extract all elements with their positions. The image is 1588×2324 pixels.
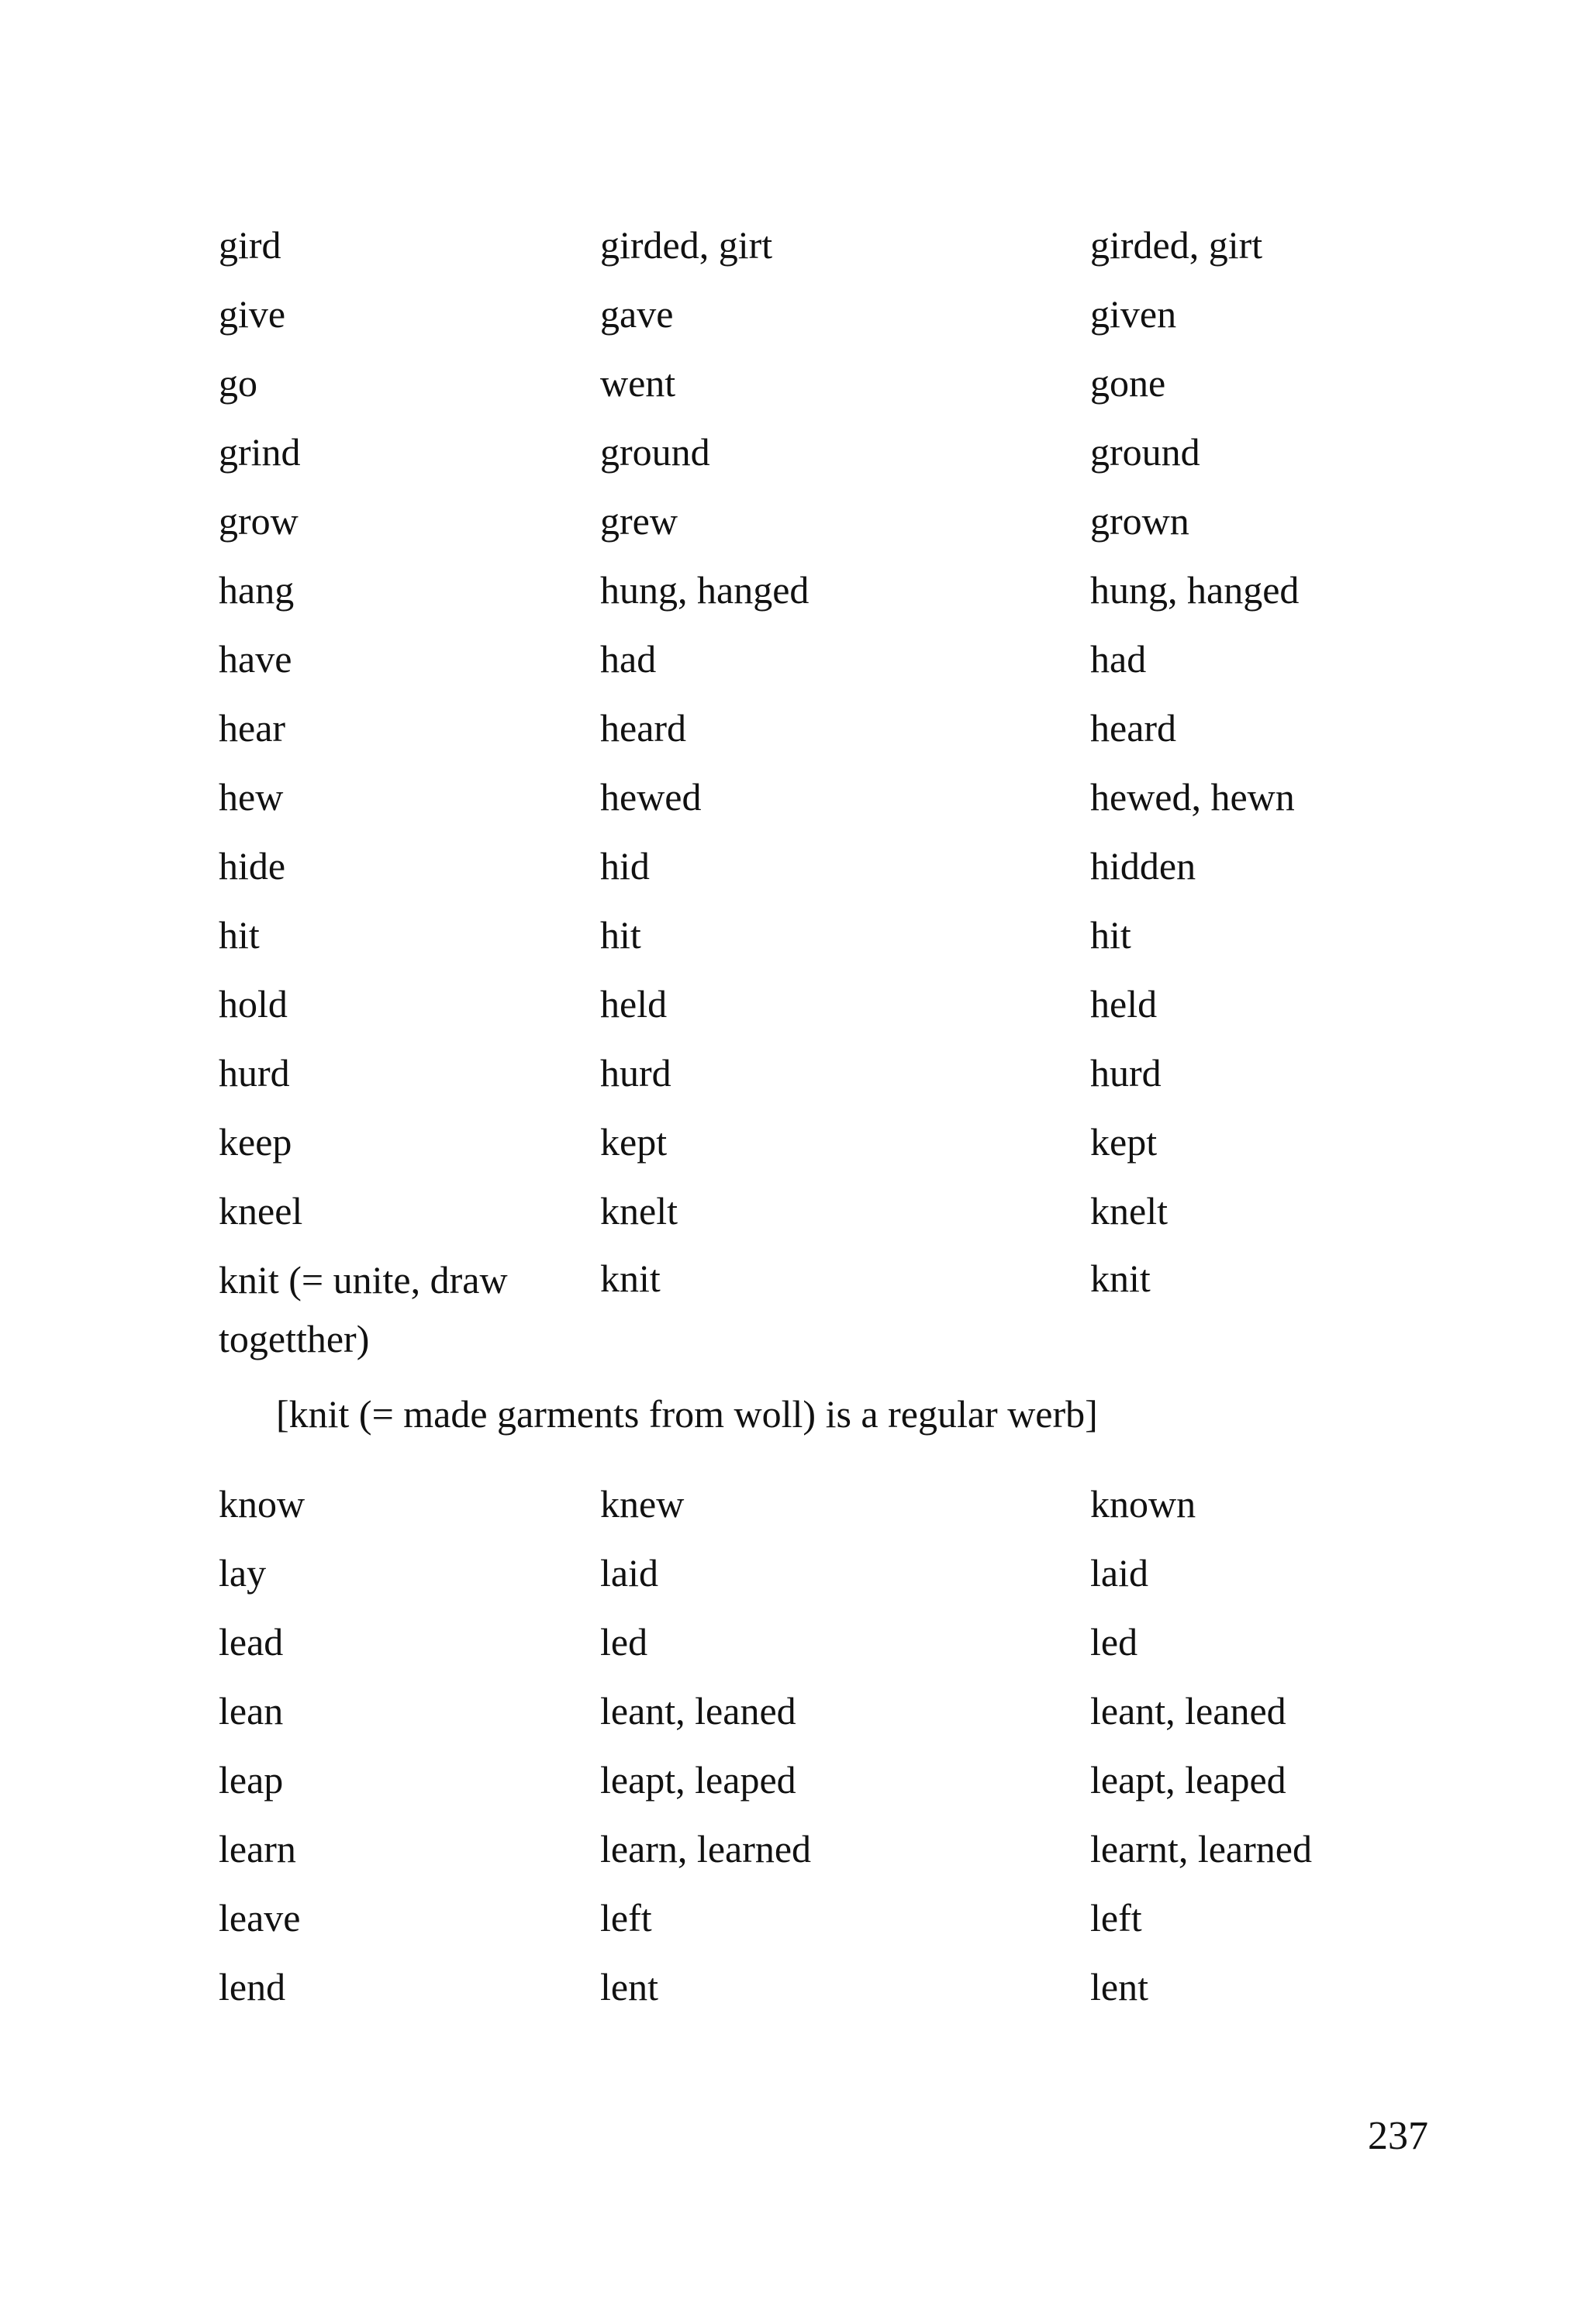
table-row xyxy=(219,349,1428,418)
past-form: hit xyxy=(600,913,641,957)
base-form: kneel xyxy=(219,1189,303,1233)
base-form: keep xyxy=(219,1120,292,1164)
table-row xyxy=(219,556,1428,625)
past-form: lent xyxy=(600,1965,658,2009)
base-form: learn xyxy=(219,1827,296,1871)
base-form: lead xyxy=(219,1620,284,1664)
table-row xyxy=(219,694,1428,763)
table-row xyxy=(219,1608,1428,1677)
base-form: gird xyxy=(219,223,281,267)
participle-form: leapt, leaped xyxy=(1090,1758,1286,1802)
past-form: knit xyxy=(600,1257,661,1300)
base-form: hide xyxy=(219,844,286,888)
base-form: know xyxy=(219,1482,306,1526)
table-row xyxy=(219,211,1428,280)
participle-form: ground xyxy=(1090,430,1200,474)
table-row xyxy=(219,1953,1428,2022)
participle-form: grown xyxy=(1090,499,1189,543)
participle-form: knelt xyxy=(1090,1189,1168,1233)
table-row-knit xyxy=(219,1246,1428,1370)
past-form: grew xyxy=(600,499,678,543)
table-row xyxy=(219,280,1428,349)
table-row xyxy=(219,1884,1428,1953)
participle-form: had xyxy=(1090,637,1147,681)
past-form: laid xyxy=(600,1551,658,1595)
past-form: hewed xyxy=(600,775,702,819)
base-form: leap xyxy=(219,1758,284,1802)
table-row xyxy=(219,1539,1428,1608)
base-form: hold xyxy=(219,982,288,1026)
participle-form: hewed, hewn xyxy=(1090,775,1295,819)
participle-form: gone xyxy=(1090,361,1166,405)
table-row xyxy=(219,1677,1428,1746)
past-form: kept xyxy=(600,1120,668,1164)
participle-form: girded, girt xyxy=(1090,223,1263,267)
participle-form: leant, leaned xyxy=(1090,1689,1286,1733)
past-form: held xyxy=(600,982,668,1026)
table-row xyxy=(219,901,1428,970)
participle-form: lent xyxy=(1090,1965,1148,2009)
table-row xyxy=(219,1039,1428,1108)
base-form: leave xyxy=(219,1896,301,1940)
table-row xyxy=(219,970,1428,1039)
past-form: heard xyxy=(600,706,687,750)
past-form: knew xyxy=(600,1482,685,1526)
base-form: hew xyxy=(219,775,284,819)
participle-form: laid xyxy=(1090,1551,1148,1595)
table-row xyxy=(219,1746,1428,1815)
base-form: lay xyxy=(219,1551,267,1595)
participle-form: kept xyxy=(1090,1120,1158,1164)
page-number: 237 xyxy=(1368,2114,1428,2158)
participle-form: knit xyxy=(1090,1257,1151,1300)
past-form: had xyxy=(600,637,657,681)
table-row xyxy=(219,832,1428,901)
past-form: hurd xyxy=(600,1051,671,1095)
table-row xyxy=(219,487,1428,556)
base-form: give xyxy=(219,292,286,336)
past-form: leant, leaned xyxy=(600,1689,796,1733)
base-form: hit xyxy=(219,913,260,957)
table-row xyxy=(219,625,1428,694)
verb-table-upper xyxy=(219,211,1428,1370)
table-row xyxy=(219,418,1428,487)
past-form: girded, girt xyxy=(600,223,773,267)
base-form: go xyxy=(219,361,257,405)
participle-form: held xyxy=(1090,982,1158,1026)
table-row xyxy=(219,763,1428,832)
participle-form: known xyxy=(1090,1482,1196,1526)
base-form: grow xyxy=(219,499,299,543)
base-form: lend xyxy=(219,1965,286,2009)
table-row xyxy=(219,1177,1428,1246)
participle-form: hit xyxy=(1090,913,1131,957)
participle-form: given xyxy=(1090,292,1177,336)
past-form: knelt xyxy=(600,1189,678,1233)
footnote-regular-verb: [knit (= made garments from woll) is a regular werb] xyxy=(276,1392,1098,1436)
base-form: grind xyxy=(219,430,301,474)
base-form: have xyxy=(219,637,292,681)
past-form: leapt, leaped xyxy=(600,1758,796,1802)
past-form: ground xyxy=(600,430,710,474)
base-form: hang xyxy=(219,568,295,612)
past-form: led xyxy=(600,1620,648,1664)
past-form: hid xyxy=(600,844,650,888)
table-row xyxy=(219,1815,1428,1884)
past-form: learn, learned xyxy=(600,1827,812,1871)
base-form: lean xyxy=(219,1689,284,1733)
past-form: hung, hanged xyxy=(600,568,810,612)
participle-form: led xyxy=(1090,1620,1138,1664)
past-form: went xyxy=(600,361,676,405)
participle-form: hung, hanged xyxy=(1090,568,1300,612)
verb-table-lower xyxy=(219,1470,1428,2022)
participle-form: hurd xyxy=(1090,1051,1162,1095)
past-form: gave xyxy=(600,292,674,336)
participle-form: learnt, learned xyxy=(1090,1827,1312,1871)
base-form: hurd xyxy=(219,1051,290,1095)
table-row xyxy=(219,1108,1428,1177)
participle-form: left xyxy=(1090,1896,1142,1940)
past-form: left xyxy=(600,1896,652,1940)
base-form: hear xyxy=(219,706,286,750)
participle-form: hidden xyxy=(1090,844,1196,888)
table-row xyxy=(219,1470,1428,1539)
base-form: knit (= unite, draw togetther) xyxy=(219,1258,508,1360)
participle-form: heard xyxy=(1090,706,1177,750)
